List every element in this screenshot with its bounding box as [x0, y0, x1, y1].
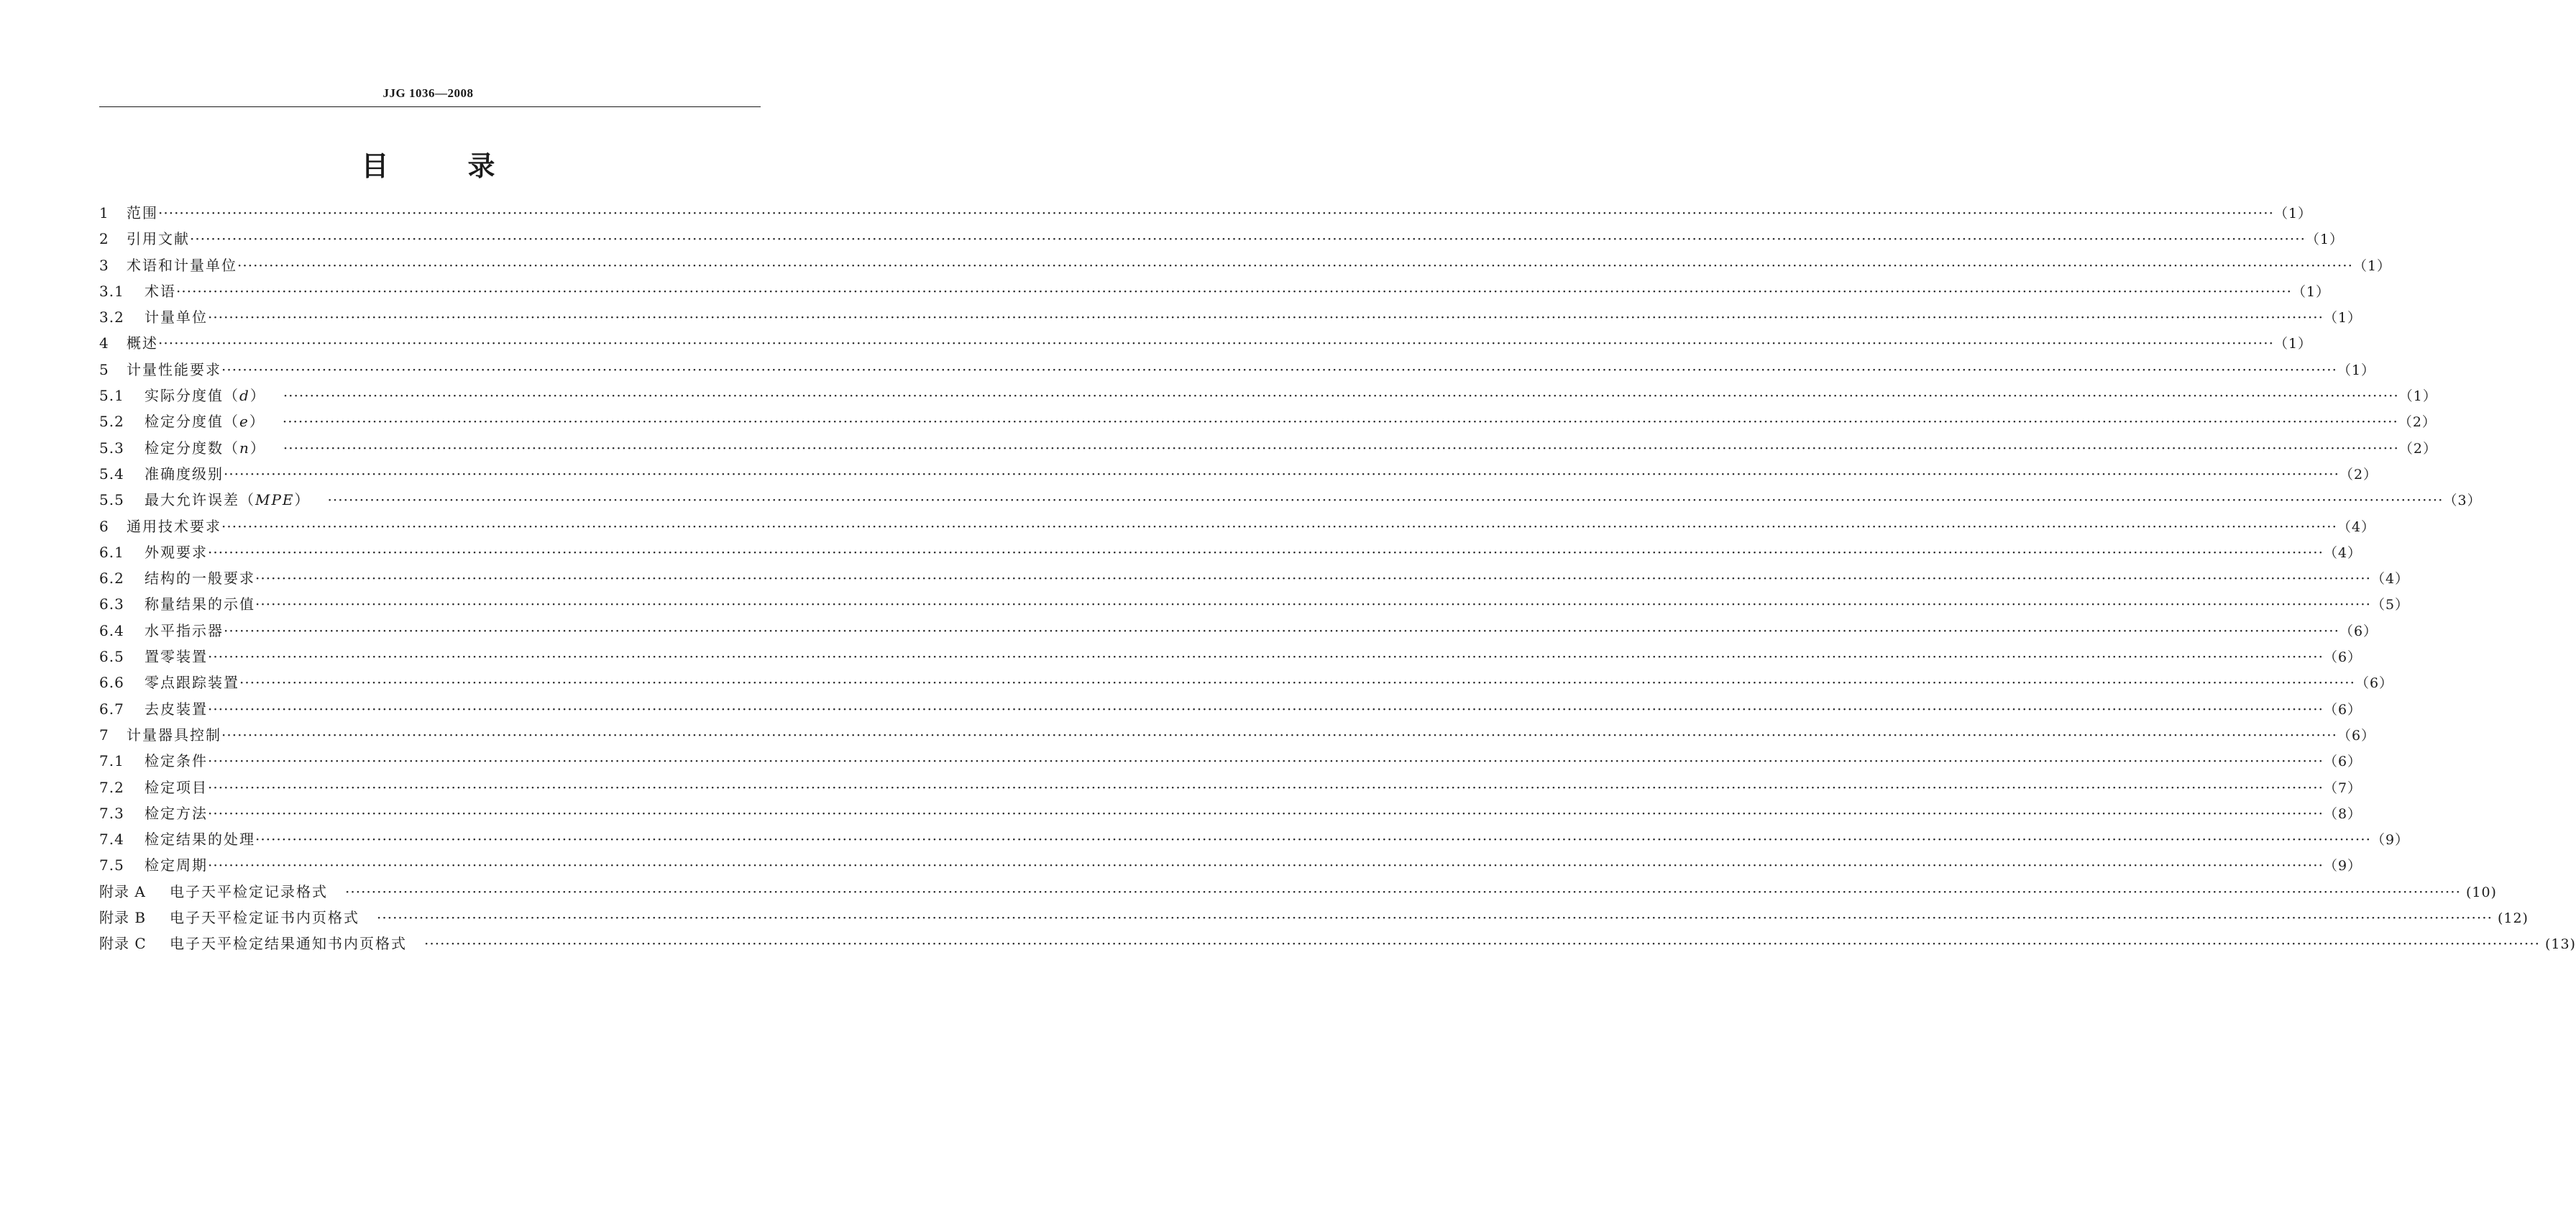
toc-entry-number: 6.4 — [99, 621, 124, 639]
title-char-1: 目 — [361, 150, 389, 182]
toc-entry-number: 5.2 — [99, 413, 124, 431]
dot-leader: ················································································································································································································································································································································································································ — [345, 882, 2461, 900]
toc-entry-page: （1） — [2273, 206, 2313, 221]
toc-entry[interactable] — [99, 226, 2344, 252]
toc-entry[interactable] — [99, 565, 2410, 591]
toc-entry-title — [145, 435, 266, 461]
toc-entry[interactable] — [99, 591, 2410, 617]
toc-entry-number: 5 — [99, 360, 109, 378]
toc-entry-page: （2） — [2398, 440, 2437, 457]
dot-leader: ················································································································································································································································································································································································································ — [255, 570, 2371, 588]
toc-entry-page: （1） — [2291, 283, 2331, 300]
dot-leader: ················································································································································································································································································································································································································ — [283, 439, 2399, 457]
toc-entry[interactable] — [99, 278, 2331, 304]
toc-entry-title: 结构的一般要求 — [145, 570, 255, 588]
toc-entry-title: 检定周期 — [145, 856, 208, 874]
dot-leader: ················································································································································································································································································································································································································ — [208, 752, 2324, 770]
toc-entry-number: 7 — [99, 726, 109, 744]
toc-entry[interactable] — [99, 722, 2376, 748]
toc-entry-page: （3） — [2443, 493, 2482, 509]
dot-leader: ················································································································································································································································································································································································································ — [237, 256, 2353, 274]
toc-entry-title-text: 最大允许误差（ — [145, 491, 255, 509]
toc-entry[interactable] — [99, 461, 2378, 487]
toc-entry-number: 5.5 — [99, 491, 124, 509]
toc-entry-page: （6） — [2323, 701, 2362, 718]
toc-entry-title: 电子天平检定记录格式 — [170, 882, 328, 900]
toc-entry[interactable] — [99, 408, 2437, 434]
toc-entry-symbol: d — [239, 387, 250, 405]
toc-entry-number: 4 — [99, 334, 109, 352]
dot-leader: ················································································································································································································································································································································································································ — [208, 804, 2324, 822]
dot-leader: ················································································································································································································································································································································································································ — [255, 595, 2371, 613]
dot-leader: ················································································································································································································································································································································································································ — [224, 465, 2339, 483]
toc-entry[interactable] — [99, 826, 2410, 852]
toc-entry[interactable] — [99, 304, 2362, 330]
toc-entry-title: 电子天平检定证书内页格式 — [170, 909, 359, 927]
dot-leader: ················································································································································································································································································································································································································ — [424, 935, 2540, 953]
toc-entry[interactable] — [99, 748, 2362, 774]
document-code: JJG 1036—2008 — [382, 86, 474, 100]
toc-entry[interactable] — [99, 330, 2313, 356]
dot-leader: ················································································································································································································································································································································································································ — [208, 778, 2324, 796]
toc-entry-number: 6.5 — [99, 648, 124, 666]
toc-entry-title: 术语 — [145, 282, 176, 300]
dot-leader: ················································································································································································································································································································································································································ — [158, 334, 2274, 352]
toc-entry-title: 检定项目 — [145, 778, 208, 796]
toc-entry[interactable] — [99, 539, 2362, 565]
toc-entry-title: 检定条件 — [145, 752, 208, 770]
toc-entry-title — [145, 487, 311, 513]
toc-entry[interactable] — [99, 383, 2437, 408]
toc-entry-number: 5.1 — [99, 387, 124, 405]
toc-entry-symbol: e — [239, 413, 249, 431]
toc-entry-title: 去皮装置 — [145, 700, 208, 718]
toc-entry-title: 概述 — [127, 334, 158, 352]
toc-entry-page: （1） — [2398, 388, 2437, 405]
toc-entry[interactable] — [99, 357, 2376, 383]
toc-entry-number: 5.4 — [99, 465, 124, 483]
dot-leader: ················································································································································································································································································································································································································ — [208, 543, 2324, 561]
toc-entry-title: 计量单位 — [145, 309, 208, 326]
toc-entry-title-text: 实际分度值（ — [145, 387, 239, 405]
toc-entry-page: （6） — [2323, 754, 2362, 770]
table-of-contents — [99, 200, 2576, 957]
toc-entry-page: （4） — [2337, 518, 2376, 535]
toc-entry-title: 置零装置 — [145, 648, 208, 666]
toc-entry[interactable] — [99, 800, 2362, 826]
toc-entry-page: (12) — [2497, 910, 2529, 927]
toc-entry-number: 3 — [99, 256, 109, 274]
toc-entry-page: (13) — [2544, 936, 2576, 953]
dot-leader: ················································································································································································································································································································································································································ — [221, 726, 2337, 744]
toc-entry-title — [145, 408, 265, 434]
toc-entry[interactable] — [99, 252, 2392, 278]
toc-entry-title: 计量性能要求 — [127, 360, 221, 378]
toc-entry[interactable] — [99, 905, 2529, 931]
toc-entry-page: （1） — [2273, 336, 2313, 352]
toc-entry-page: （9） — [2323, 858, 2362, 874]
toc-entry-page: （9） — [2370, 832, 2410, 849]
dot-leader: ················································································································································································································································································································································································································ — [221, 360, 2337, 378]
toc-entry-title-text: ） — [249, 387, 266, 405]
toc-entry-number: 附录 C — [99, 935, 147, 953]
toc-entry-number: 7.5 — [99, 856, 124, 874]
dot-leader: ················································································································································································································································································································································································································ — [221, 517, 2337, 535]
toc-entry-number: 7.4 — [99, 831, 124, 849]
toc-entry[interactable] — [99, 513, 2376, 539]
toc-entry[interactable] — [99, 931, 2576, 956]
toc-entry-page: （6） — [2339, 623, 2378, 639]
toc-entry-number: 7.1 — [99, 752, 124, 770]
toc-entry-page: （1） — [2323, 310, 2362, 326]
toc-entry-title: 水平指示器 — [145, 621, 224, 639]
toc-entry-page: （7） — [2323, 780, 2362, 796]
toc-entry-page: （4） — [2323, 544, 2362, 561]
toc-entry-number: 6.7 — [99, 700, 124, 718]
toc-entry-number: 2 — [99, 230, 109, 248]
dot-leader: ················································································································································································································································································································································································································ — [176, 282, 2292, 300]
toc-entry-page: （5） — [2370, 597, 2410, 613]
title-char-2: 录 — [467, 150, 495, 182]
toc-entry-title: 通用技术要求 — [127, 517, 221, 535]
toc-entry[interactable] — [99, 879, 2497, 905]
toc-entry-title: 检定方法 — [145, 804, 208, 822]
toc-entry-page: （1） — [2305, 232, 2344, 248]
toc-entry-page: （2） — [2398, 414, 2437, 431]
dot-leader: ················································································································································································································································································································································································································ — [158, 204, 2274, 221]
toc-entry[interactable] — [99, 696, 2362, 722]
toc-entry[interactable] — [99, 200, 2313, 226]
dot-leader: ················································································································································································································································································································································································································ — [208, 700, 2324, 718]
toc-entry-page: （8） — [2323, 805, 2362, 822]
toc-entry-symbol: n — [239, 439, 250, 457]
toc-entry-number: 6.2 — [99, 570, 124, 588]
dot-leader: ················································································································································································································································································································································································································ — [208, 648, 2324, 666]
toc-entry-number: 3.2 — [99, 309, 124, 326]
toc-entry-title: 术语和计量单位 — [127, 256, 237, 274]
toc-entry-title-text: ） — [249, 439, 266, 457]
toc-entry[interactable] — [99, 618, 2378, 644]
toc-entry-title: 计量器具控制 — [127, 726, 221, 744]
toc-entry-page: （2） — [2339, 466, 2378, 483]
toc-entry-number: 7.2 — [99, 778, 124, 796]
toc-entry-title — [145, 383, 266, 408]
toc-entry-number: 6.3 — [99, 595, 124, 613]
toc-entry-number: 7.3 — [99, 804, 124, 822]
dot-leader: ················································································································································································································································································································································································································ — [208, 856, 2324, 874]
dot-leader: ················································································································································································································································································································································································································ — [208, 309, 2324, 326]
toc-entry-number: 6.1 — [99, 543, 124, 561]
toc-entry-title-text: 检定分度值（ — [145, 413, 239, 431]
toc-entry-page: （4） — [2370, 571, 2410, 588]
toc-entry-number: 6.6 — [99, 674, 124, 692]
dot-leader: ················································································································································································································································································································································································································ — [327, 491, 2444, 509]
toc-entry-title-text: ） — [294, 491, 311, 509]
dot-leader: ················································································································································································································································································································································································································ — [255, 831, 2371, 849]
dot-leader: ················································································································································································································································································································································································································ — [239, 674, 2355, 692]
toc-entry-number: 附录 B — [99, 909, 147, 927]
toc-entry-title: 外观要求 — [145, 543, 208, 561]
dot-leader: ················································································································································································································································································································································································································ — [377, 909, 2493, 927]
toc-entry-title: 检定结果的处理 — [145, 831, 255, 849]
toc-entry-title: 零点跟踪装置 — [145, 674, 239, 692]
dot-leader: ················································································································································································································································································································································································································ — [282, 413, 2398, 431]
toc-entry-page: （6） — [2337, 727, 2376, 744]
toc-entry-number: 6 — [99, 517, 109, 535]
toc-entry[interactable] — [99, 670, 2394, 695]
toc-entry-page: （6） — [2323, 649, 2362, 666]
toc-entry[interactable] — [99, 852, 2362, 878]
dot-leader: ················································································································································································································································································································································································································ — [224, 621, 2339, 639]
toc-entry[interactable] — [99, 435, 2437, 461]
toc-entry-page: (10) — [2465, 884, 2497, 900]
toc-entry-number: 附录 A — [99, 882, 146, 900]
toc-entry[interactable] — [99, 487, 2482, 513]
toc-entry-title-text: 检定分度数（ — [145, 439, 239, 457]
dot-leader: ················································································································································································································································································································································································································ — [283, 387, 2399, 405]
toc-entry-title: 电子天平检定结果通知书内页格式 — [170, 935, 407, 953]
toc-entry-title: 称量结果的示值 — [145, 595, 255, 613]
toc-entry-symbol: MPE — [255, 491, 295, 509]
page-title — [0, 144, 856, 183]
toc-entry-number: 1 — [99, 204, 109, 221]
header-rule — [99, 106, 761, 107]
toc-entry-page: （1） — [2352, 257, 2392, 274]
toc-entry-title: 准确度级别 — [145, 465, 224, 483]
toc-entry-page: （6） — [2355, 675, 2394, 692]
toc-entry[interactable] — [99, 644, 2362, 670]
toc-entry-title: 引用文献 — [127, 230, 190, 248]
toc-entry-number: 3.1 — [99, 282, 124, 300]
toc-entry-number: 5.3 — [99, 439, 124, 457]
toc-entry[interactable] — [99, 774, 2362, 800]
toc-entry-page: （1） — [2337, 362, 2376, 378]
toc-entry-title-text: ） — [249, 413, 265, 431]
toc-entry-title: 范围 — [127, 204, 158, 221]
dot-leader: ················································································································································································································································································································································································································ — [190, 230, 2306, 248]
